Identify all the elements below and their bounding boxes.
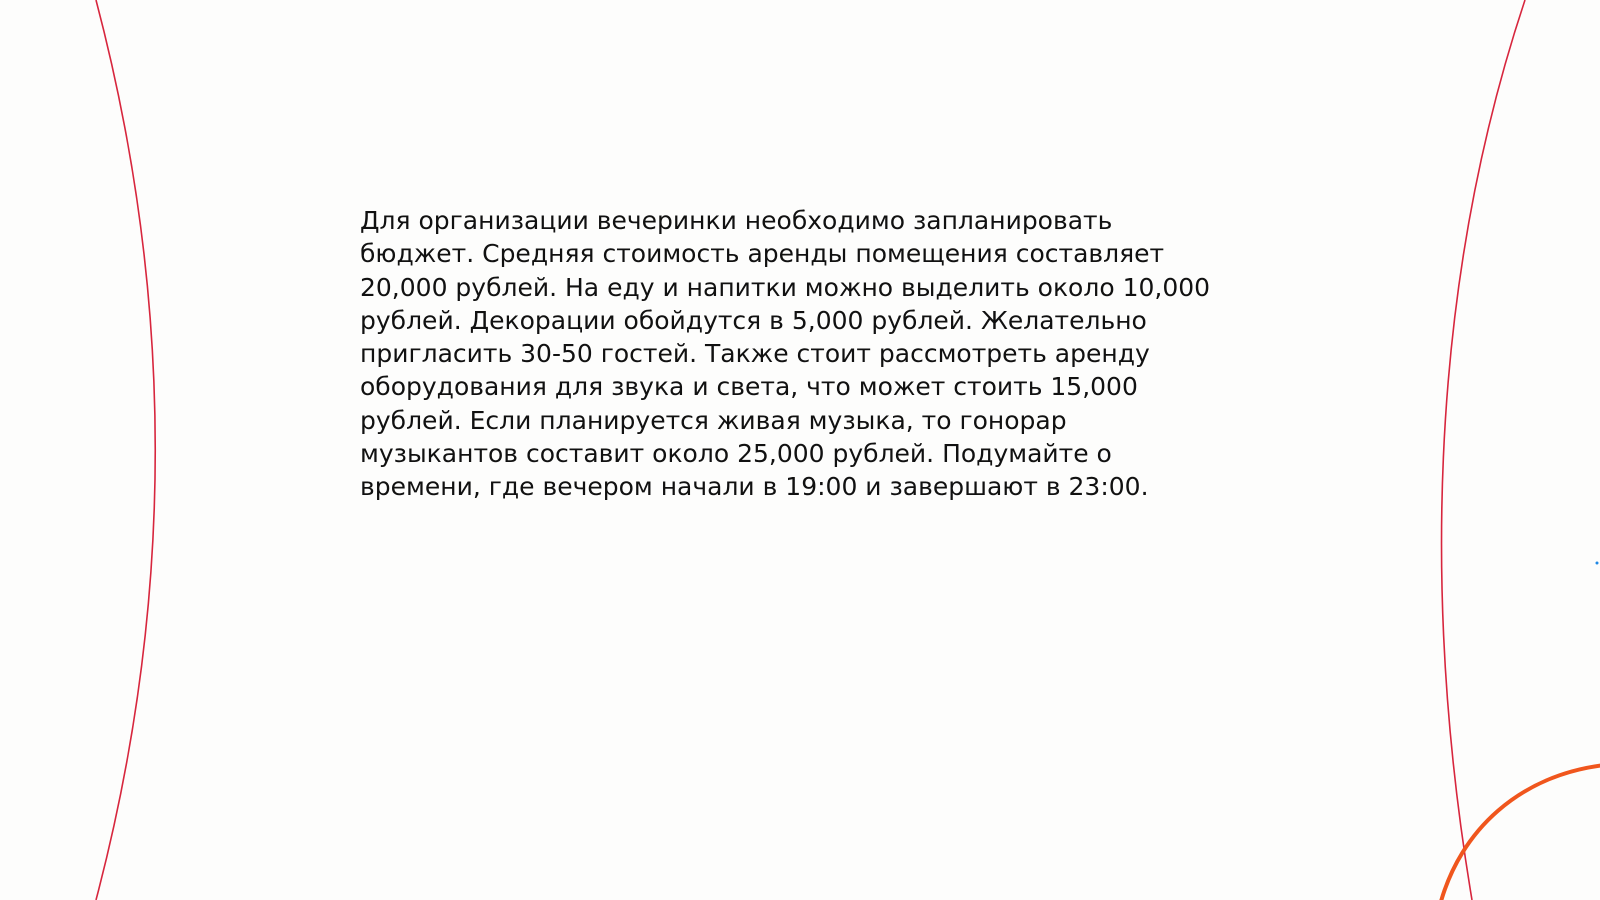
paragraph-line: 20,000 рублей. На еду и напитки можно выделить около 10,000	[360, 272, 1211, 302]
right-curve	[1442, 0, 1525, 900]
paragraph-line: музыкантов составит около 25,000 рублей. Подумайте о	[360, 439, 1112, 469]
paragraph-line: Для организации вечеринки необходимо запланировать	[360, 206, 1113, 235]
accent-dot	[1596, 562, 1599, 565]
paragraph-line: бюджет. Средняя стоимость аренды помещения составляет	[360, 239, 1165, 269]
paragraph-line: пригласить 30-50 гостей. Также стоит рассмотреть аренду	[360, 339, 1150, 369]
paragraph-line: времени, где вечером начали в 19:00 и завершают в 23:00.	[360, 472, 1149, 502]
corner-arc	[1440, 765, 1600, 900]
paragraph-line: рублей. Декорации обойдутся в 5,000 рублей. Желательно	[360, 305, 1147, 335]
paragraph-line: оборудования для звука и света, что может стоить 15,000	[360, 372, 1138, 402]
left-curve	[96, 0, 155, 900]
paragraph-line: рублей. Если планируется живая музыка, то гонорар	[360, 405, 1067, 435]
body-paragraph	[360, 204, 1240, 504]
